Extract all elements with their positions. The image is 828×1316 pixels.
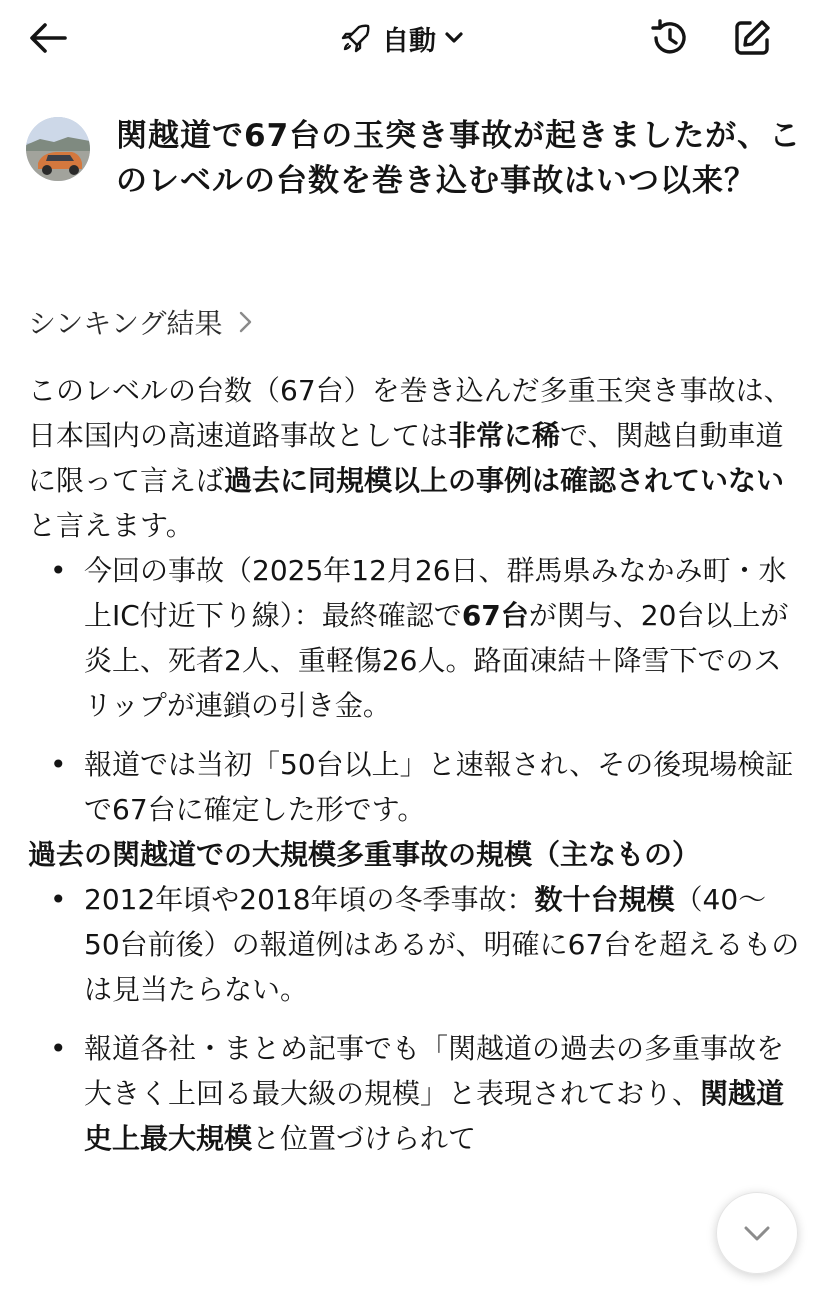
top-bar bbox=[0, 0, 828, 76]
answer-intro: このレベルの台数（67台）を巻き込んだ多重玉突き事故は、日本国内の高速道路事故としては非常に稀で、関越自動車道に限って言えば過去に同規模以上の事例は確認されていないと言えます。 bbox=[28, 374, 792, 542]
chevron-down-icon bbox=[442, 26, 466, 50]
list-item: • 今回の事故（2025年12月26日、群馬県みなかみ町・水上IC付近下り線）：最終確認で67台が関与、20台以上が炎上、死者2人、重軽傷26人。路面凍結＋降雪下でのスリップが連鎖の引き金。 bbox=[50, 554, 789, 722]
history-icon bbox=[649, 17, 691, 59]
rocket-icon bbox=[340, 22, 372, 54]
chevron-right-icon bbox=[232, 309, 258, 335]
compose-icon bbox=[731, 17, 773, 59]
arrow-left-icon bbox=[29, 22, 67, 54]
list-item: • 報道では当初「50台以上」と速報され、その後現場検証で67台に確定した形です。 bbox=[50, 748, 794, 826]
scroll-to-bottom-button[interactable] bbox=[716, 1192, 798, 1274]
mode-label: 自動 bbox=[382, 25, 436, 57]
mode-selector[interactable] bbox=[340, 14, 466, 62]
avatar-photo bbox=[26, 117, 90, 181]
thinking-label: シンキング結果 bbox=[28, 307, 223, 340]
list-item: • 報道各社・まとめ記事でも「関越道の過去の多重事故を大きく上回る最大級の規模」と表現されており、関越道史上最大規模と位置づけられて bbox=[50, 1032, 785, 1155]
avatar[interactable] bbox=[26, 117, 90, 181]
back-button[interactable] bbox=[22, 14, 74, 62]
new-chat-button[interactable] bbox=[726, 12, 778, 64]
past-incidents-list bbox=[28, 877, 800, 1161]
thinking-results-toggle[interactable] bbox=[28, 300, 258, 344]
history-button[interactable] bbox=[644, 12, 696, 64]
incident-details-list bbox=[28, 548, 800, 832]
assistant-answer bbox=[28, 368, 800, 1161]
chevron-down-icon bbox=[740, 1216, 774, 1250]
user-question: 関越道で67台の玉突き事故が起きましたが、このレベルの台数を巻き込む事故はいつ以来？ bbox=[116, 118, 802, 199]
section-heading: 過去の関越道での大規模多重事故の規模（主なもの） bbox=[28, 838, 701, 871]
list-item: • 2012年頃や2018年頃の冬季事故：数十台規模（40〜50台前後）の報道例はあるが、明確に67台を超えるものは見当たらない。 bbox=[50, 883, 800, 1006]
